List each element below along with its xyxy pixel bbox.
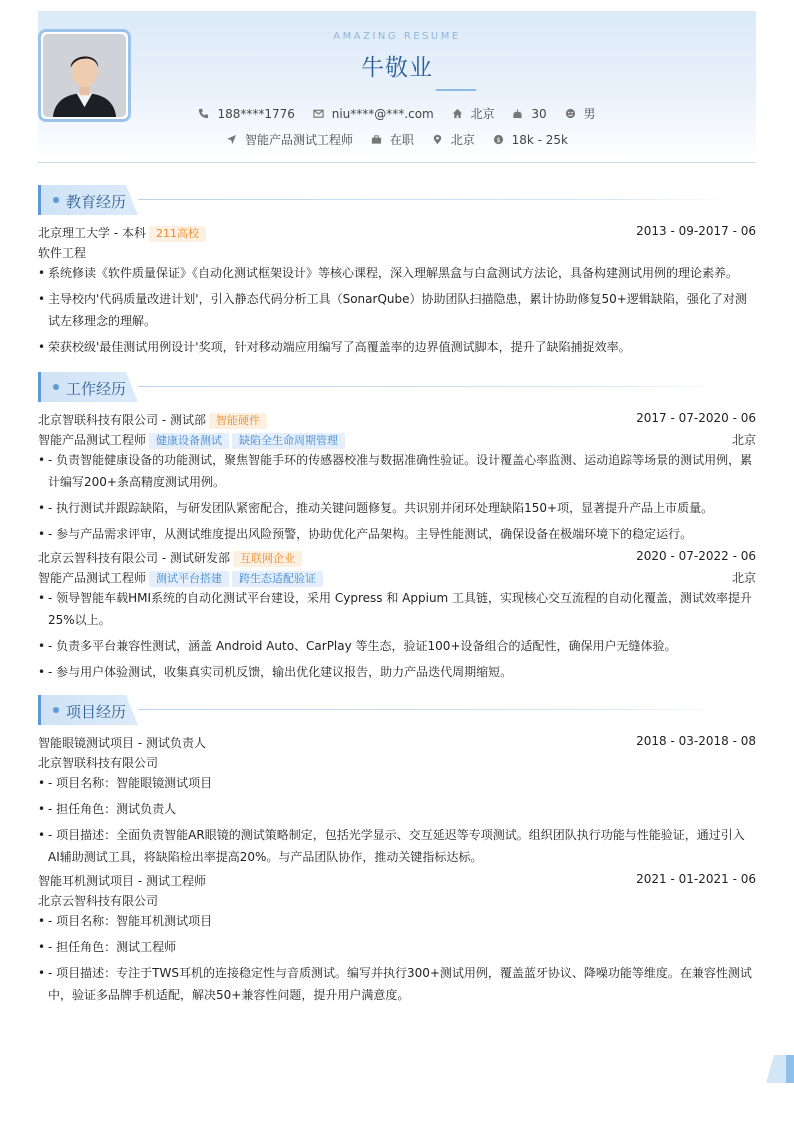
list-item: • - 项目描述：专注于TWS耳机的连接稳定性与音质测试。编写并执行300+测试用例，覆盖蓝牙协议、降噪功能等维度。在兼容性测试中，验证多品牌手机适配，解决50+兼容性问题，提升用户满意度。 [38, 962, 756, 1006]
list-item: • 主导校内'代码质量改进计划'，引入静态代码分析工具（SonarQube）协助团队扫描隐患，累计协助修复50+逻辑缺陷，强化了对测试左移理念的理解。 [38, 288, 756, 332]
job-role: 智能产品测试工程师 [38, 571, 147, 585]
list-item: • - 参与用户体验测试，收集真实司机反馈，输出优化建议报告，助力产品迭代周期缩短。 [38, 661, 756, 683]
company-name: 北京智联科技有限公司 - 测试部 [38, 413, 206, 427]
job-status-value: 在职 [389, 133, 414, 147]
job-entry [38, 411, 756, 545]
email-info [313, 107, 434, 121]
project-bullets [38, 910, 756, 1006]
resume-header [38, 11, 756, 163]
education-period: 2013 - 09-2017 - 06 [636, 224, 756, 238]
resume-page [38, 11, 756, 1002]
education-bullets [38, 262, 756, 358]
projects-section [38, 695, 756, 1010]
project-period: 2018 - 03-2018 - 08 [636, 734, 756, 748]
target-city-info [432, 131, 475, 148]
education-section [38, 185, 756, 362]
list-item: • - 担任角色：测试工程师 [38, 936, 756, 958]
work-title [38, 372, 756, 402]
email-value: niu****@***.com [331, 106, 434, 121]
job-bullets [38, 449, 756, 545]
phone-icon [198, 108, 209, 119]
hometown-value: 北京 [470, 107, 495, 121]
briefcase-icon [371, 134, 382, 145]
job-intent-row [38, 131, 756, 148]
target-city-value: 北京 [450, 133, 475, 147]
section-label: 工作经历 [66, 380, 127, 398]
home-icon [452, 108, 463, 119]
job-period: 2020 - 07-2022 - 06 [636, 549, 756, 563]
age-info [512, 107, 546, 121]
list-item: • 系统修读《软件质量保证》《自动化测试框架设计》等核心课程，深入理解黑盒与白盒测试方法论，具备构建测试用例的理论素养。 [38, 262, 756, 284]
gender-value: 男 [583, 107, 596, 121]
project-company: 北京智联科技有限公司 [38, 756, 159, 770]
section-label: 项目经历 [66, 703, 127, 721]
job-city: 北京 [731, 571, 756, 585]
industry-tag: 智能硬件 [209, 413, 267, 429]
job-status-info [371, 131, 414, 148]
money-icon [493, 134, 504, 145]
phone-info [198, 107, 294, 121]
project-name: 智能耳机测试项目 - 测试工程师 [38, 874, 206, 888]
list-item: • - 参与产品需求评审，从测试维度提出风险预警，协助优化产品架构。主导性能测试，确保设备在极端环境下的稳定运行。 [38, 523, 756, 545]
age-value: 30 [531, 106, 547, 121]
skill-tag: 缺陷全生命周期管理 [232, 433, 345, 449]
job-role: 智能产品测试工程师 [38, 433, 147, 447]
school-tag: 211高校 [149, 226, 206, 242]
section-label: 教育经历 [66, 193, 127, 211]
job-period: 2017 - 07-2020 - 06 [636, 411, 756, 425]
industry-tag: 互联网企业 [233, 551, 302, 567]
salary-value: 18k - 25k [511, 132, 568, 147]
list-item: • 荣获校级'最佳测试用例设计'奖项，针对移动端应用编写了高覆盖率的边界值测试脚本，提升了缺陷捕捉效率。 [38, 336, 756, 358]
list-item: • - 项目名称：智能眼镜测试项目 [38, 772, 756, 794]
list-item: • - 领导智能车载HMI系统的自动化测试平台建设，采用 Cypress 和 Appium 工具链，实现核心交互流程的自动化覆盖，测试效率提升25%以上。 [38, 587, 756, 631]
header-kicker: AMAZING RESUME [333, 31, 461, 42]
project-entry [38, 872, 756, 1006]
send-icon [226, 134, 237, 145]
project-period: 2021 - 01-2021 - 06 [636, 872, 756, 886]
list-item: • - 执行测试并跟踪缺陷，与研发团队紧密配合，推动关键问题修复。共识别并闭环处理缺陷150+项，显著提升产品上市质量。 [38, 497, 756, 519]
list-item: • - 负责智能健康设备的功能测试，聚焦智能手环的传感器校准与数据准确性验证。设计覆盖心率监测、运动追踪等场景的测试用例，累计编写200+条高精度测试用例。 [38, 449, 756, 493]
candidate-name: 牛敬业 [361, 55, 433, 81]
education-entry-head [38, 224, 756, 242]
projects-title [38, 695, 756, 725]
target-position-value: 智能产品测试工程师 [245, 133, 354, 147]
list-item: • - 担任角色：测试负责人 [38, 798, 756, 820]
location-pin-icon [432, 134, 443, 145]
project-bullets [38, 772, 756, 868]
corner-decoration [766, 1055, 794, 1083]
job-city: 北京 [731, 433, 756, 447]
school-name: 北京理工大学 - 本科 [38, 226, 146, 240]
mail-icon [313, 108, 324, 119]
gender-info [565, 105, 596, 122]
list-item: • - 项目名称：智能耳机测试项目 [38, 910, 756, 932]
project-name: 智能眼镜测试项目 - 测试负责人 [38, 736, 206, 750]
project-company: 北京云智科技有限公司 [38, 894, 159, 908]
company-name: 北京云智科技有限公司 - 测试研发部 [38, 551, 230, 565]
hometown-info [452, 105, 495, 122]
list-item: • - 负责多平台兼容性测试，涵盖 Android Auto、CarPlay 等生态，验证100+设备组合的适配性，确保用户无缝体验。 [38, 635, 756, 657]
job-entry [38, 549, 756, 683]
list-item: • - 项目描述：全面负责智能AR眼镜的测试策略制定，包括光学显示、交互延迟等专项测试。组织团队执行功能与性能验证，通过引入AI辅助测试工具，将缺陷检出率提高20%。与产品团队协作，推动关键指标达标。 [38, 824, 756, 868]
job-bullets [38, 587, 756, 683]
phone-value: 188****1776 [217, 106, 295, 121]
name-underline [436, 89, 476, 91]
svg-text:$: $ [496, 135, 501, 144]
gender-icon [565, 108, 576, 119]
education-title [38, 185, 756, 215]
skill-tag: 测试平台搭建 [149, 571, 229, 587]
target-position-info [226, 131, 353, 148]
salary-info [493, 133, 568, 147]
skill-tag: 跨生态适配验证 [232, 571, 323, 587]
work-section [38, 372, 756, 687]
contact-row [38, 105, 756, 122]
cake-icon [512, 108, 523, 119]
skill-tag: 健康设备测试 [149, 433, 229, 449]
major-row [38, 244, 756, 262]
major: 软件工程 [38, 246, 87, 260]
project-entry [38, 734, 756, 868]
